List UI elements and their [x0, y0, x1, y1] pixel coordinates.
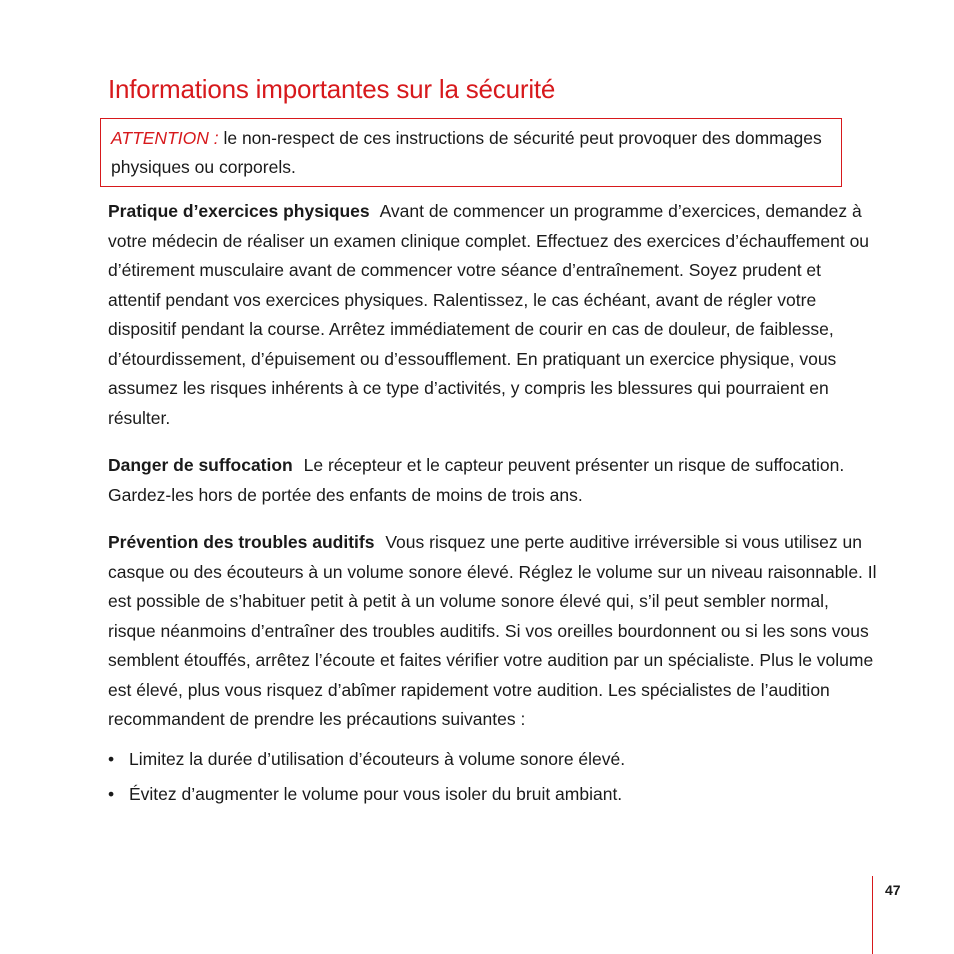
list-item	[108, 780, 878, 810]
section-heading: Pratique d’exercices physiques	[108, 201, 370, 221]
section-text: Vous risquez une perte auditive irréversible si vous utilisez un casque ou des écouteurs à un volume sonore élevé. Réglez le volume sur un niveau raisonnable. Il est possible de s’habituer petit à petit à un volume sonore élevé qui, s’il peut sembler normal, risque néanmoins d’entraîner des troubles auditifs. Si vos oreilles bourdonnent ou si les sons vous semblent étouffés, arrêtez l’écoute et faites vérifier votre audition par un spécialiste. Plus le volume est élevé, plus vous risquez d’abîmer rapidement votre audition. Les spécialistes de l’audition recommandent de prendre les précautions suivantes :	[108, 532, 877, 729]
page-number: 47	[885, 882, 901, 898]
page-divider	[872, 876, 873, 954]
section-text: Le récepteur et le capteur peuvent présenter un risque de suffocation. Gardez-les hors de portée des enfants de moins de trois ans.	[108, 455, 845, 505]
section-exercise	[108, 197, 878, 433]
section-heading: Danger de suffocation	[108, 455, 293, 475]
bullet-icon: •	[108, 784, 115, 804]
section-hearing	[108, 528, 878, 735]
list-item-text: Évitez d’augmenter le volume pour vous isoler du bruit ambiant.	[129, 784, 623, 804]
warning-box	[100, 118, 842, 187]
section-suffocation	[108, 451, 878, 510]
bullet-icon: •	[108, 748, 115, 769]
section-heading: Prévention des troubles auditifs	[108, 532, 375, 552]
list-item-text: Limitez la durée d’utilisation d’écouteurs à volume sonore élevé.	[129, 748, 626, 769]
warning-text: le non-respect de ces instructions de sécurité peut provoquer des dommages physiques ou corporels.	[111, 128, 822, 177]
precaution-list	[108, 745, 878, 810]
body-text	[108, 197, 878, 816]
page-title: Informations importantes sur la sécurité	[108, 74, 556, 104]
list-item	[108, 745, 878, 775]
warning-label: ATTENTION :	[111, 128, 219, 148]
section-text: Avant de commencer un programme d’exercices, demandez à votre médecin de réaliser un examen clinique complet. Effectuez des exercices d’échauffement ou d’étirement musculaire avant de commencer votre séance d’entraînement. Soyez prudent et attentif pendant vos exercices physiques. Ralentissez, le cas échéant, avant de régler votre dispositif pendant la course. Arrêtez immédiatement de courir en cas de douleur, de faiblesse, d’étourdissement, d’épuisement ou d’essoufflement. En pratiquant un exercice physique, vous assumez les risques inhérents à ce type d’activités, y compris les blessures qui pourraient en résulter.	[108, 201, 870, 428]
